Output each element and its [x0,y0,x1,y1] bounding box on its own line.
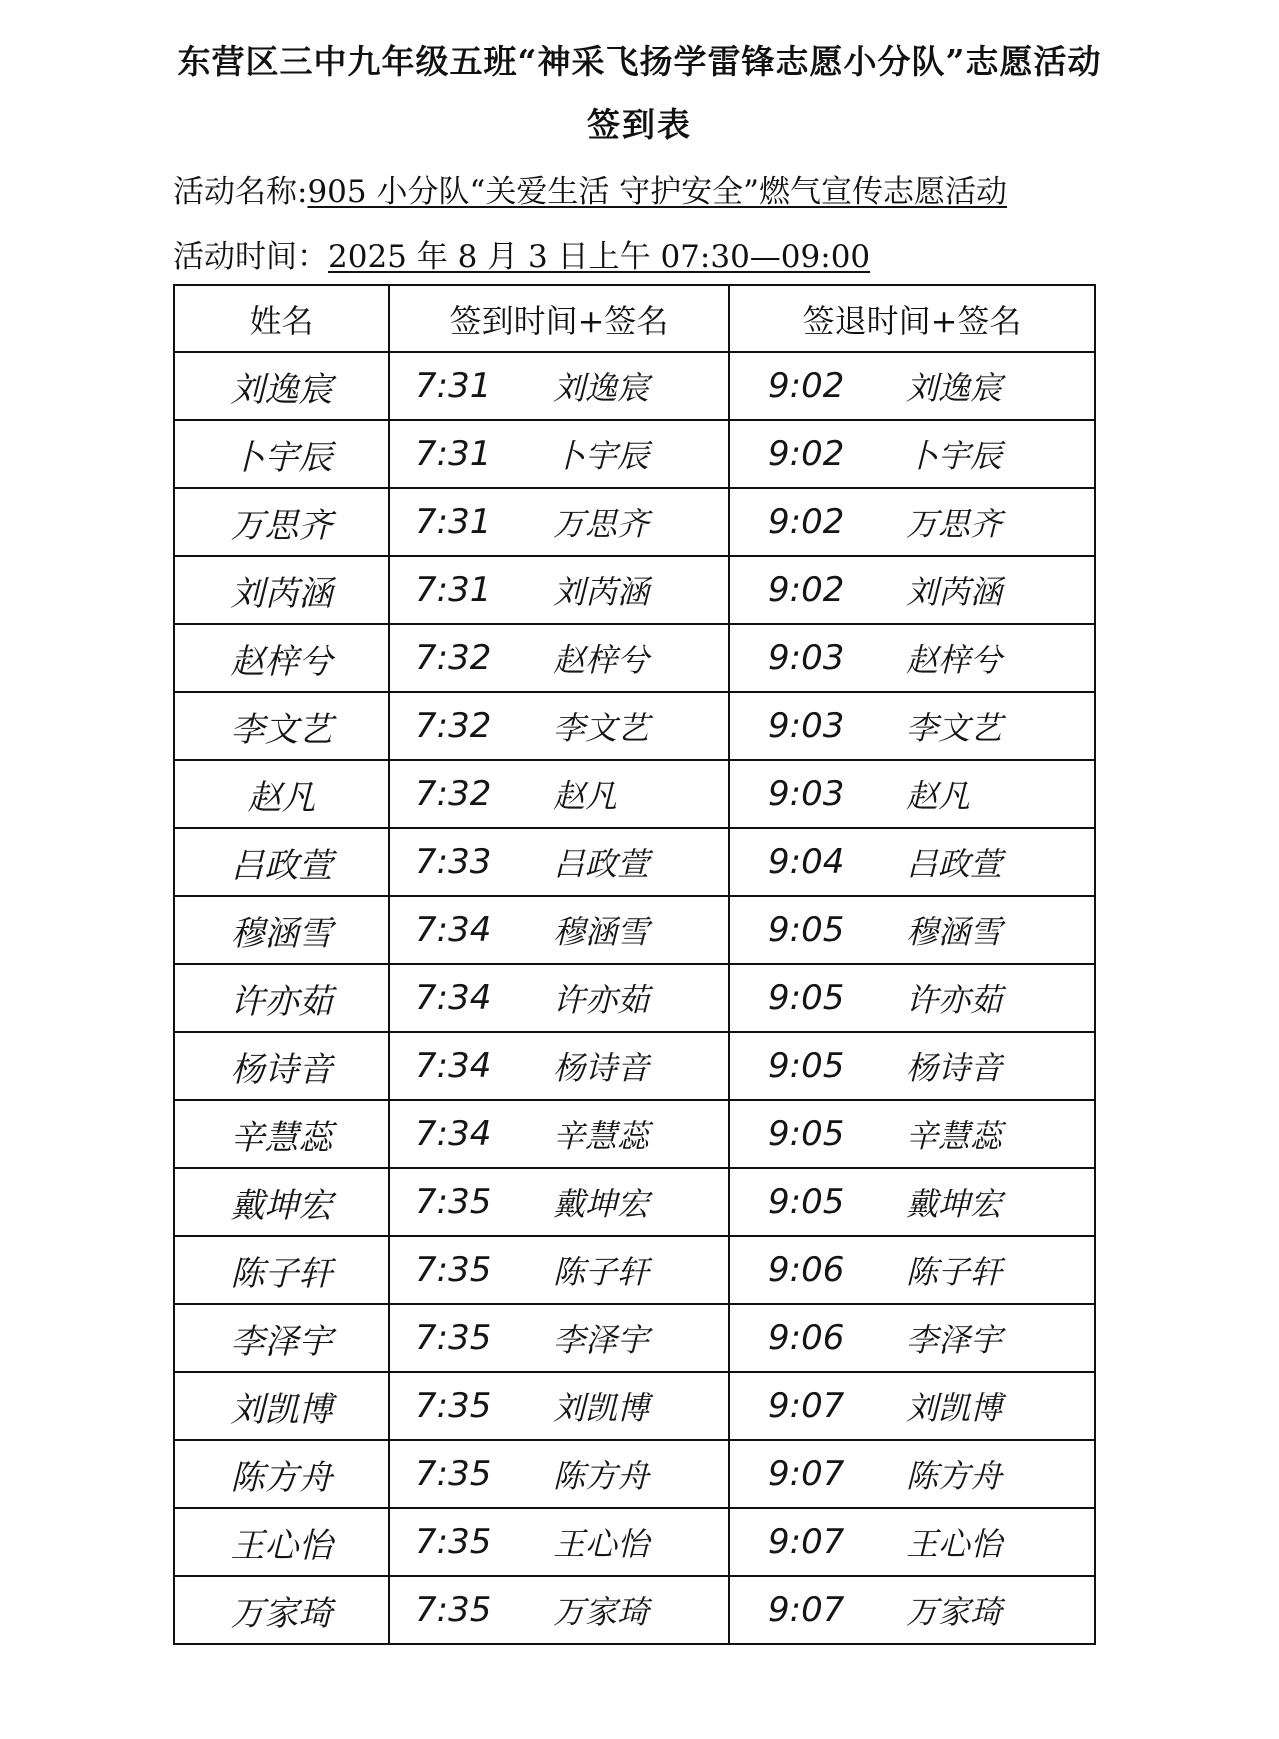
handwritten-name: 许亦茹 [230,981,333,1022]
sign-in-time: 7:32 [415,638,492,678]
handwritten-name: 万思齐 [230,505,333,546]
table-row [174,1032,1095,1100]
sign-in-signature: 杨诗音 [553,1049,650,1087]
sign-out-signature: 赵凡 [906,777,971,815]
sign-out-signature: 王心怡 [906,1525,1003,1563]
table-row [174,488,1095,556]
sign-out-time: 9:06 [768,1318,845,1358]
sign-out-time: 9:03 [768,774,845,814]
sign-in-cell [389,692,729,760]
sign-out-time: 9:04 [768,842,845,882]
sign-out-time: 9:03 [768,638,845,678]
sign-in-signature: 刘凯博 [553,1389,650,1427]
sign-out-cell [729,352,1095,420]
sign-out-time: 9:07 [768,1386,845,1426]
handwritten-name: 戴坤宏 [230,1185,333,1226]
sign-out-cell [729,896,1095,964]
handwritten-name: 吕政萱 [230,845,333,886]
sign-out-signature: 杨诗音 [906,1049,1003,1087]
name-cell [174,896,389,964]
sign-in-signature: 许亦茹 [553,981,650,1019]
table-row [174,420,1095,488]
sign-in-cell [389,488,729,556]
sign-out-cell [729,828,1095,896]
sign-in-time: 7:35 [415,1454,492,1494]
document-subtitle: 签到表 [587,105,692,144]
name-cell [174,828,389,896]
sign-in-signature: 陈方舟 [553,1457,650,1495]
handwritten-name: 赵梓兮 [230,641,333,682]
sign-in-time: 7:32 [415,774,492,814]
handwritten-name: 卜宇辰 [230,437,333,478]
sign-in-signature: 吕政萱 [553,845,650,883]
sign-out-signature: 万思齐 [906,505,1003,543]
sign-in-time: 7:33 [415,842,492,882]
sign-out-signature: 赵梓兮 [906,641,1003,679]
header-name: 姓名 [174,285,389,352]
sign-in-time: 7:35 [415,1182,492,1222]
sign-out-cell [729,420,1095,488]
name-cell [174,488,389,556]
handwritten-name: 刘凯博 [230,1389,333,1430]
sign-in-time: 7:31 [415,366,492,406]
sign-out-cell [729,624,1095,692]
name-cell [174,1304,389,1372]
sign-out-time: 9:05 [768,1114,845,1154]
activity-time-label: 活动时间： [173,239,328,275]
sign-in-cell [389,760,729,828]
name-cell [174,1440,389,1508]
sign-out-time: 9:07 [768,1522,845,1562]
sign-in-time: 7:34 [415,978,492,1018]
sign-out-cell [729,1032,1095,1100]
sign-in-signature: 万思齐 [553,505,650,543]
sign-in-cell [389,1032,729,1100]
name-cell [174,1372,389,1440]
name-cell [174,1236,389,1304]
table-row [174,1440,1095,1508]
activity-name-value: 905 小分队“关爱生活 守护安全”燃气宣传志愿活动 [307,174,1008,210]
sign-out-signature: 戴坤宏 [906,1185,1003,1223]
sign-in-signature: 赵凡 [553,777,618,815]
sign-out-signature: 许亦茹 [906,981,1003,1019]
activity-name-line [173,166,1007,211]
table-row [174,692,1095,760]
name-cell [174,1168,389,1236]
sign-out-cell [729,1576,1095,1644]
sign-in-cell [389,1168,729,1236]
sign-out-time: 9:07 [768,1590,845,1630]
sign-in-signature: 李泽宇 [553,1321,650,1359]
sign-out-time: 9:03 [768,706,845,746]
sign-out-time: 9:05 [768,978,845,1018]
sign-out-cell [729,1236,1095,1304]
sign-in-signature: 王心怡 [553,1525,650,1563]
sign-out-time: 9:02 [768,570,845,610]
table-row [174,1508,1095,1576]
sign-in-signature: 辛慧蕊 [553,1117,650,1155]
sign-out-signature: 刘芮涵 [906,573,1003,611]
activity-name-label: 活动名称: [173,174,308,210]
sign-in-cell [389,1304,729,1372]
sign-in-cell [389,420,729,488]
sign-out-cell [729,964,1095,1032]
table-row [174,760,1095,828]
document-title: 东营区三中九年级五班“神采飞扬学雷锋志愿小分队”志愿活动 [177,42,1102,81]
name-cell [174,692,389,760]
header-sign-out: 签退时间+签名 [729,285,1095,352]
table-row [174,1168,1095,1236]
handwritten-name: 赵凡 [247,777,316,818]
handwritten-name: 穆涵雪 [230,913,333,954]
sign-out-cell [729,1168,1095,1236]
sign-out-time: 9:02 [768,502,845,542]
name-cell [174,1576,389,1644]
sign-in-signature: 刘逸宸 [553,369,650,407]
table-row [174,828,1095,896]
sign-out-cell [729,1100,1095,1168]
header-sign-in: 签到时间+签名 [389,285,729,352]
sign-in-time: 7:34 [415,1046,492,1086]
handwritten-name: 陈方舟 [230,1457,333,1498]
sign-in-cell [389,352,729,420]
handwritten-name: 王心怡 [230,1525,333,1566]
sign-out-signature: 刘凯博 [906,1389,1003,1427]
handwritten-name: 杨诗音 [230,1049,333,1090]
handwritten-name: 刘芮涵 [230,573,333,614]
sign-in-signature: 穆涵雪 [553,913,650,951]
name-cell [174,1032,389,1100]
sign-out-signature: 吕政萱 [906,845,1003,883]
table-row [174,1236,1095,1304]
sign-in-time: 7:35 [415,1318,492,1358]
handwritten-name: 李泽宇 [230,1321,333,1362]
sign-out-cell [729,1440,1095,1508]
sign-in-table [173,284,1096,1645]
table-row [174,1100,1095,1168]
sign-out-signature: 陈子轩 [906,1253,1003,1291]
sign-out-signature: 辛慧蕊 [906,1117,1003,1155]
table-header-row [174,285,1095,352]
sign-in-cell [389,828,729,896]
sign-in-cell [389,1236,729,1304]
sign-in-cell [389,1372,729,1440]
sign-in-signature: 戴坤宏 [553,1185,650,1223]
sign-in-cell [389,1100,729,1168]
table-body [174,352,1095,1644]
sign-out-cell [729,556,1095,624]
table-row [174,352,1095,420]
sign-in-signature: 刘芮涵 [553,573,650,611]
sign-in-time: 7:35 [415,1386,492,1426]
sign-out-cell [729,692,1095,760]
activity-time-value: 2025 年 8 月 3 日上午 07:30—09:00 [328,239,871,275]
table-row [174,1372,1095,1440]
handwritten-name: 陈子轩 [230,1253,333,1294]
sign-in-cell [389,1440,729,1508]
handwritten-name: 万家琦 [230,1593,333,1634]
sign-out-cell [729,488,1095,556]
sign-out-signature: 穆涵雪 [906,913,1003,951]
table-row [174,556,1095,624]
name-cell [174,760,389,828]
sign-out-signature: 李文艺 [906,709,1003,747]
sign-out-cell [729,1508,1095,1576]
sign-in-cell [389,896,729,964]
name-cell [174,1508,389,1576]
sign-in-cell [389,556,729,624]
sign-out-time: 9:05 [768,1182,845,1222]
sign-out-time: 9:02 [768,366,845,406]
sign-out-cell [729,1304,1095,1372]
table-row [174,964,1095,1032]
sign-in-time: 7:32 [415,706,492,746]
sign-in-time: 7:35 [415,1250,492,1290]
sign-out-signature: 李泽宇 [906,1321,1003,1359]
sign-out-time: 9:02 [768,434,845,474]
handwritten-name: 刘逸宸 [230,369,333,410]
sign-out-signature: 陈方舟 [906,1457,1003,1495]
name-cell [174,964,389,1032]
sign-in-signature: 李文艺 [553,709,650,747]
sign-out-time: 9:07 [768,1454,845,1494]
handwritten-name: 辛慧蕊 [230,1117,333,1158]
activity-time-line [173,231,870,276]
sign-in-time: 7:31 [415,434,492,474]
sign-in-time: 7:34 [415,910,492,950]
table-row [174,1576,1095,1644]
sign-in-time: 7:35 [415,1590,492,1630]
sign-in-signature: 陈子轩 [553,1253,650,1291]
sign-in-cell [389,624,729,692]
name-cell [174,352,389,420]
name-cell [174,420,389,488]
sign-in-signature: 卜宇辰 [553,437,650,475]
sign-in-signature: 万家琦 [553,1593,650,1631]
name-cell [174,624,389,692]
sign-in-time: 7:31 [415,502,492,542]
sign-in-time: 7:31 [415,570,492,610]
name-cell [174,556,389,624]
table-row [174,896,1095,964]
sign-in-cell [389,1576,729,1644]
sign-out-signature: 卜宇辰 [906,437,1003,475]
sign-out-signature: 万家琦 [906,1593,1003,1631]
sign-in-cell [389,964,729,1032]
sign-out-time: 9:05 [768,1046,845,1086]
sign-in-cell [389,1508,729,1576]
sign-out-cell [729,760,1095,828]
sign-out-cell [729,1372,1095,1440]
sign-out-signature: 刘逸宸 [906,369,1003,407]
handwritten-name: 李文艺 [230,709,333,750]
sign-out-time: 9:05 [768,910,845,950]
name-cell [174,1100,389,1168]
sign-out-time: 9:06 [768,1250,845,1290]
sign-in-signature: 赵梓兮 [553,641,650,679]
sign-in-time: 7:34 [415,1114,492,1154]
table-row [174,1304,1095,1372]
table-row [174,624,1095,692]
sign-in-time: 7:35 [415,1522,492,1562]
